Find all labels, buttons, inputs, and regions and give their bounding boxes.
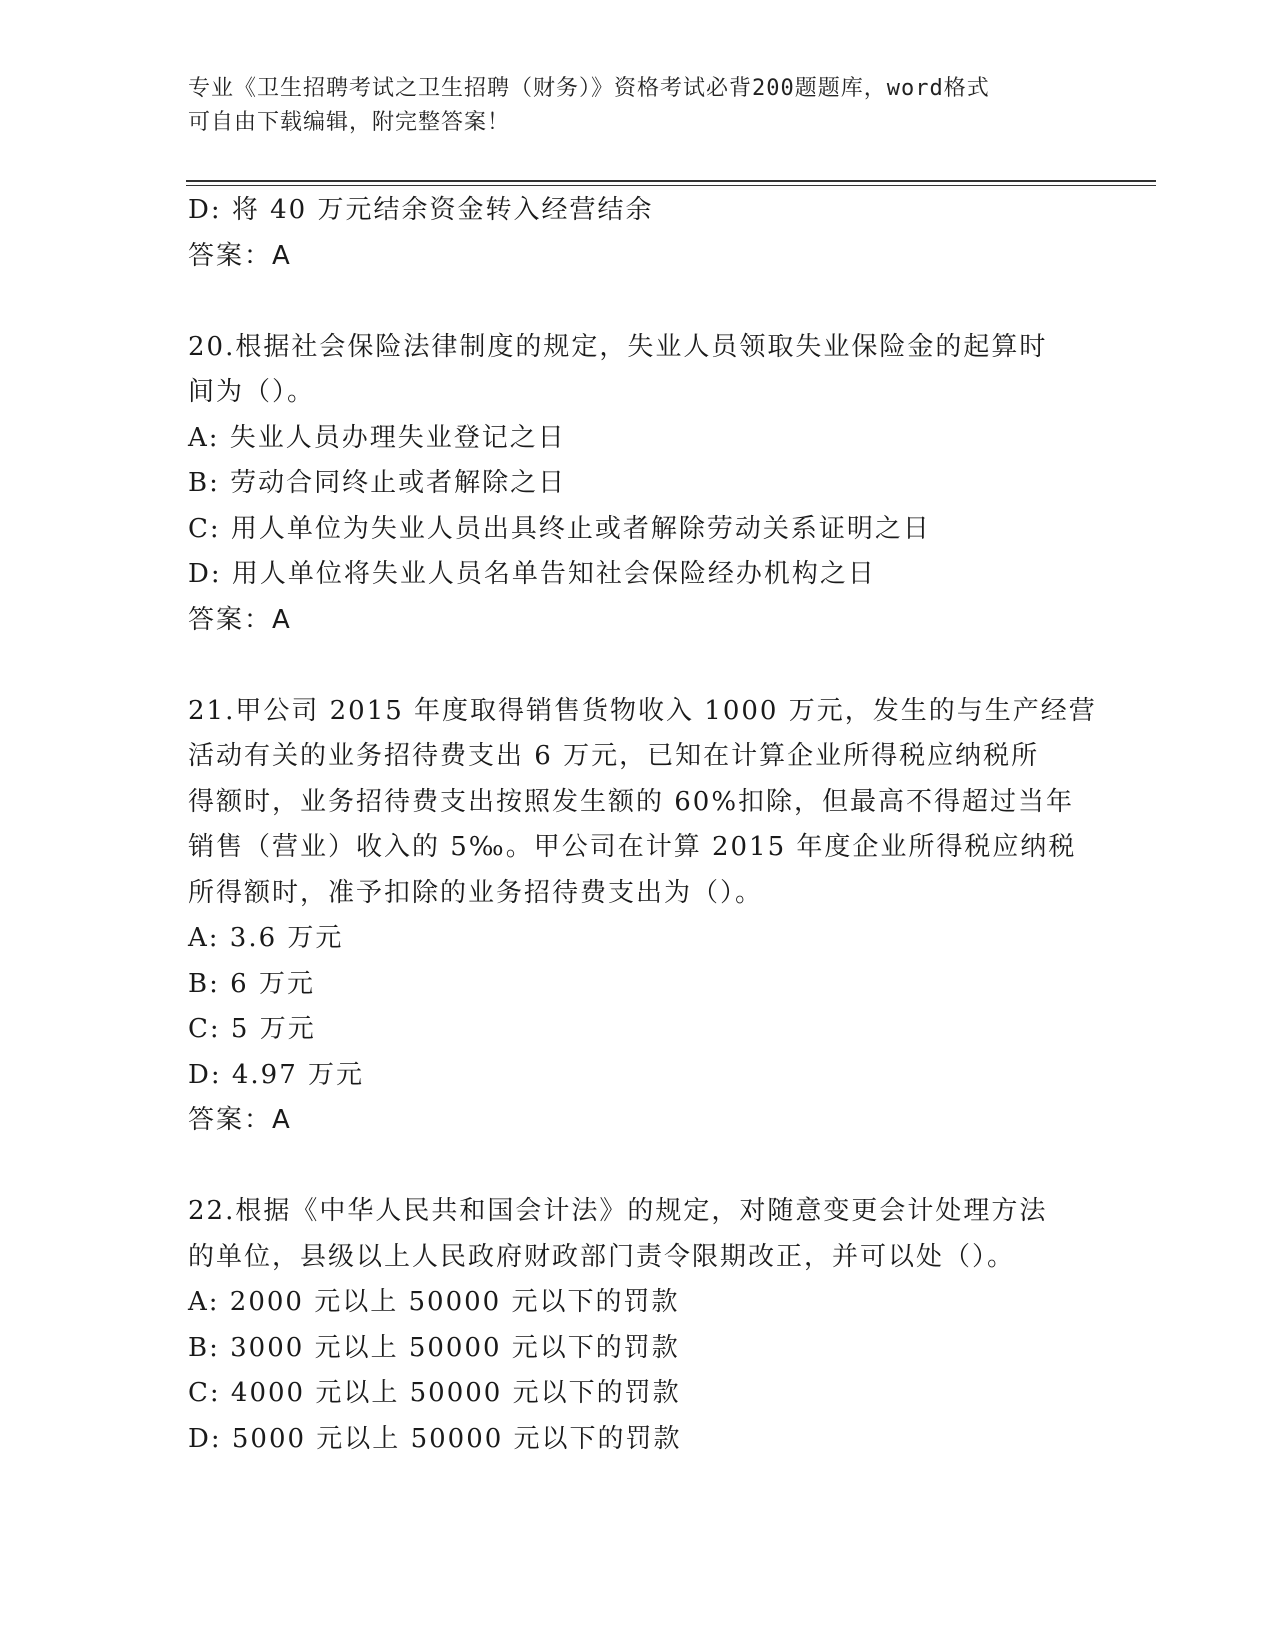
option-c: C: 5 万元 (188, 1014, 316, 1044)
question-stem-line: 活动有关的业务招待费支出 6 万元，已知在计算企业所得税应纳税所 (188, 741, 1040, 771)
option-a: A: 3.6 万元 (188, 923, 344, 953)
question-stem-line: 21.甲公司 2015 年度取得销售货物收入 1000 万元，发生的与生产经营 (188, 695, 1097, 726)
answer-line: 答案：A (188, 1105, 292, 1135)
option-d: D: 将 40 万元结余资金转入经营结余 (188, 195, 654, 225)
spacer (188, 643, 1088, 689)
question-20 (188, 325, 1088, 644)
answer-line: 答案：A (188, 604, 292, 635)
option-a: A: 失业人员办理失业登记之日 (188, 422, 566, 453)
header-divider-thin (186, 185, 1156, 186)
option-b: B: 6 万元 (188, 968, 315, 999)
option-d: D: 5000 元以上 50000 元以下的罚款 (188, 1423, 682, 1454)
option-d: D: 4.97 万元 (188, 1059, 365, 1090)
header-title-line-1: 专业《卫生招聘考试之卫生招聘（财务）》资格考试必背200题题库，word格式 (188, 76, 990, 101)
option-b: B: 劳动合同终止或者解除之日 (188, 468, 567, 498)
option-c: C: 用人单位为失业人员出具终止或者解除劳动关系证明之日 (188, 513, 931, 544)
question-stem-line: 的单位，县级以上人民政府财政部门责令限期改正，并可以处（）。 (188, 1241, 1016, 1272)
question-21 (188, 689, 1097, 1144)
option-b: B: 3000 元以上 50000 元以下的罚款 (188, 1332, 680, 1363)
option-d: D: 用人单位将失业人员名单告知社会保险经办机构之日 (188, 559, 876, 589)
question-stem-line: 20.根据社会保险法律制度的规定，失业人员领取失业保险金的起算时 (188, 331, 1048, 362)
question-stem-line: 间为（）。 (188, 377, 316, 407)
question-stem-line: 销售（营业）收入的 5‰。甲公司在计算 2015 年度企业所得税应纳税 (188, 832, 1077, 862)
document-header (188, 72, 1068, 140)
header-title-line-2: 可自由下载编辑，附完整答案！ (188, 110, 511, 135)
question-stem-line: 所得额时，准予扣除的业务招待费支出为（）。 (188, 877, 764, 908)
option-c: C: 4000 元以上 50000 元以下的罚款 (188, 1378, 681, 1408)
question-stem-line: 得额时，业务招待费支出按照发生额的 60%扣除，但最高不得超过当年 (188, 786, 1075, 817)
question-stem-line: 22.根据《中华人民共和国会计法》的规定，对随意变更会计处理方法 (188, 1196, 1048, 1226)
spacer (188, 1144, 1088, 1190)
question-22 (188, 1189, 1088, 1462)
option-a: A: 2000 元以上 50000 元以下的罚款 (188, 1287, 680, 1317)
answer-line: 答案：A (188, 240, 292, 271)
spacer (188, 279, 1088, 325)
question-content (188, 188, 1097, 1462)
header-divider (186, 180, 1156, 182)
